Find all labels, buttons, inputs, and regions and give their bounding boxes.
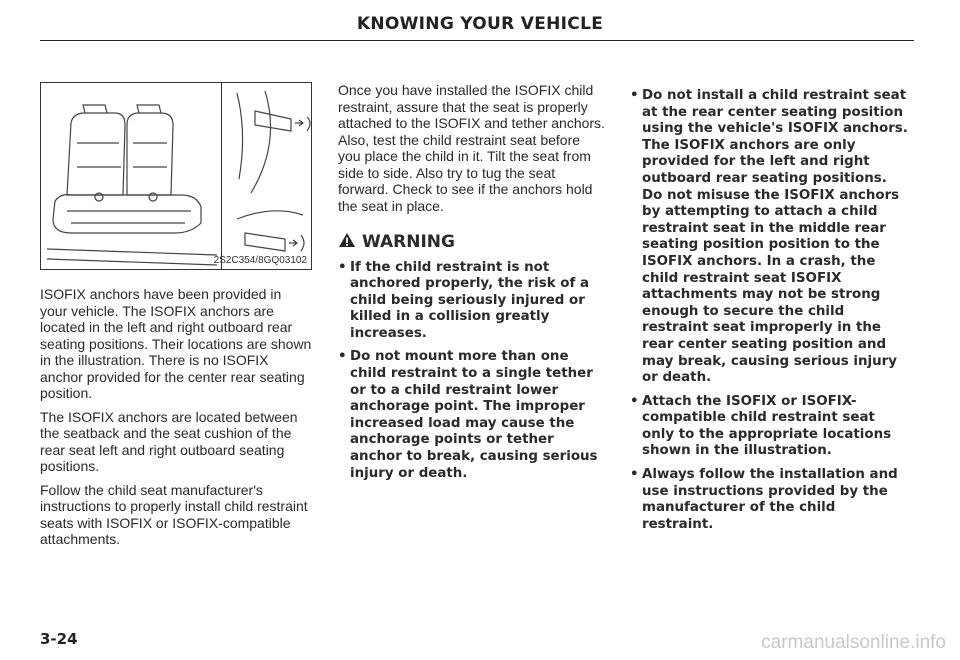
paragraph-test-seat: Once you have installed the ISOFIX child restraint, assure that the seat is properly attached to the ISOFIX and tether anchors. Also, test the child restraint seat before you place the child in it. Tilt the seat from side to side. Also try to tug the seat forward. Check to see if the anchors hold the seat in place. xyxy=(338,82,605,214)
middle-column xyxy=(338,82,606,489)
warning-item: • Do not install a child restraint seat at the rear center seating position using the vehicle's ISOFIX anchors. The ISOFIX anchors are only provided for the left and right outboard rear seating positions. Do not misuse the ISOFIX anchors by attempting to attach a child restraint seat in the middle rear seating position position to the ISOFIX anchors. In a crash, the child restraint seat ISOFIX attachments may not be strong enough to secure the child restraint seat improperly in the rear center seating position and may break, causing serious injury or death. xyxy=(630,88,910,387)
warning-heading xyxy=(338,232,606,252)
page-number: 3-24 xyxy=(40,630,78,648)
warning-list xyxy=(338,260,606,483)
paragraph-manufacturer-instructions: Follow the child seat manufacturer's instructions to properly install child restraint seats with ISOFIX or ISOFIX-compatible attachments. xyxy=(40,481,308,547)
figure-divider xyxy=(221,83,222,269)
header-rule xyxy=(40,40,914,41)
warning-title: WARNING xyxy=(362,231,455,252)
figure-caption: 2S2C354/8GQ03102 xyxy=(213,255,307,266)
paragraph-isofix-location: The ISOFIX anchors are located between the seatback and the seat cushion of the rear seat left and right outboard seating positions. xyxy=(40,408,298,474)
left-column xyxy=(40,286,312,555)
header-title: KNOWING YOUR VEHICLE xyxy=(356,14,604,34)
warning-item: • Attach the ISOFIX or ISOFIX-compatible child restraint seat only to the appropriate locations shown in the illustration. xyxy=(630,394,910,460)
warning-triangle-icon xyxy=(338,232,356,252)
watermark: carmanualsonline.info xyxy=(761,632,946,653)
warning-item: • Always follow the installation and use instructions provided by the manufacturer of the child restraint. xyxy=(630,467,910,533)
rear-seat-drawing xyxy=(41,83,313,271)
paragraph-isofix-provided: ISOFIX anchors have been provided in your vehicle. The ISOFIX anchors are located in the left and right outboard rear seating positions. Their locations are shown in the illustration. There is no ISOFIX anchor provided for the center rear seating position. xyxy=(40,286,312,401)
warning-list-continued xyxy=(630,88,910,533)
warning-item: • If the child restraint is not anchored properly, the risk of a child being seriously injured or killed in a collision greatly increases. xyxy=(338,260,606,343)
isofix-illustration xyxy=(40,82,312,270)
right-column xyxy=(630,88,910,540)
warning-item: • Do not mount more than one child restraint to a single tether or to a child restraint lower anchorage point. The improper increased load may cause the anchorage points or tether anchor to break, causing serious injury or death. xyxy=(338,349,606,482)
